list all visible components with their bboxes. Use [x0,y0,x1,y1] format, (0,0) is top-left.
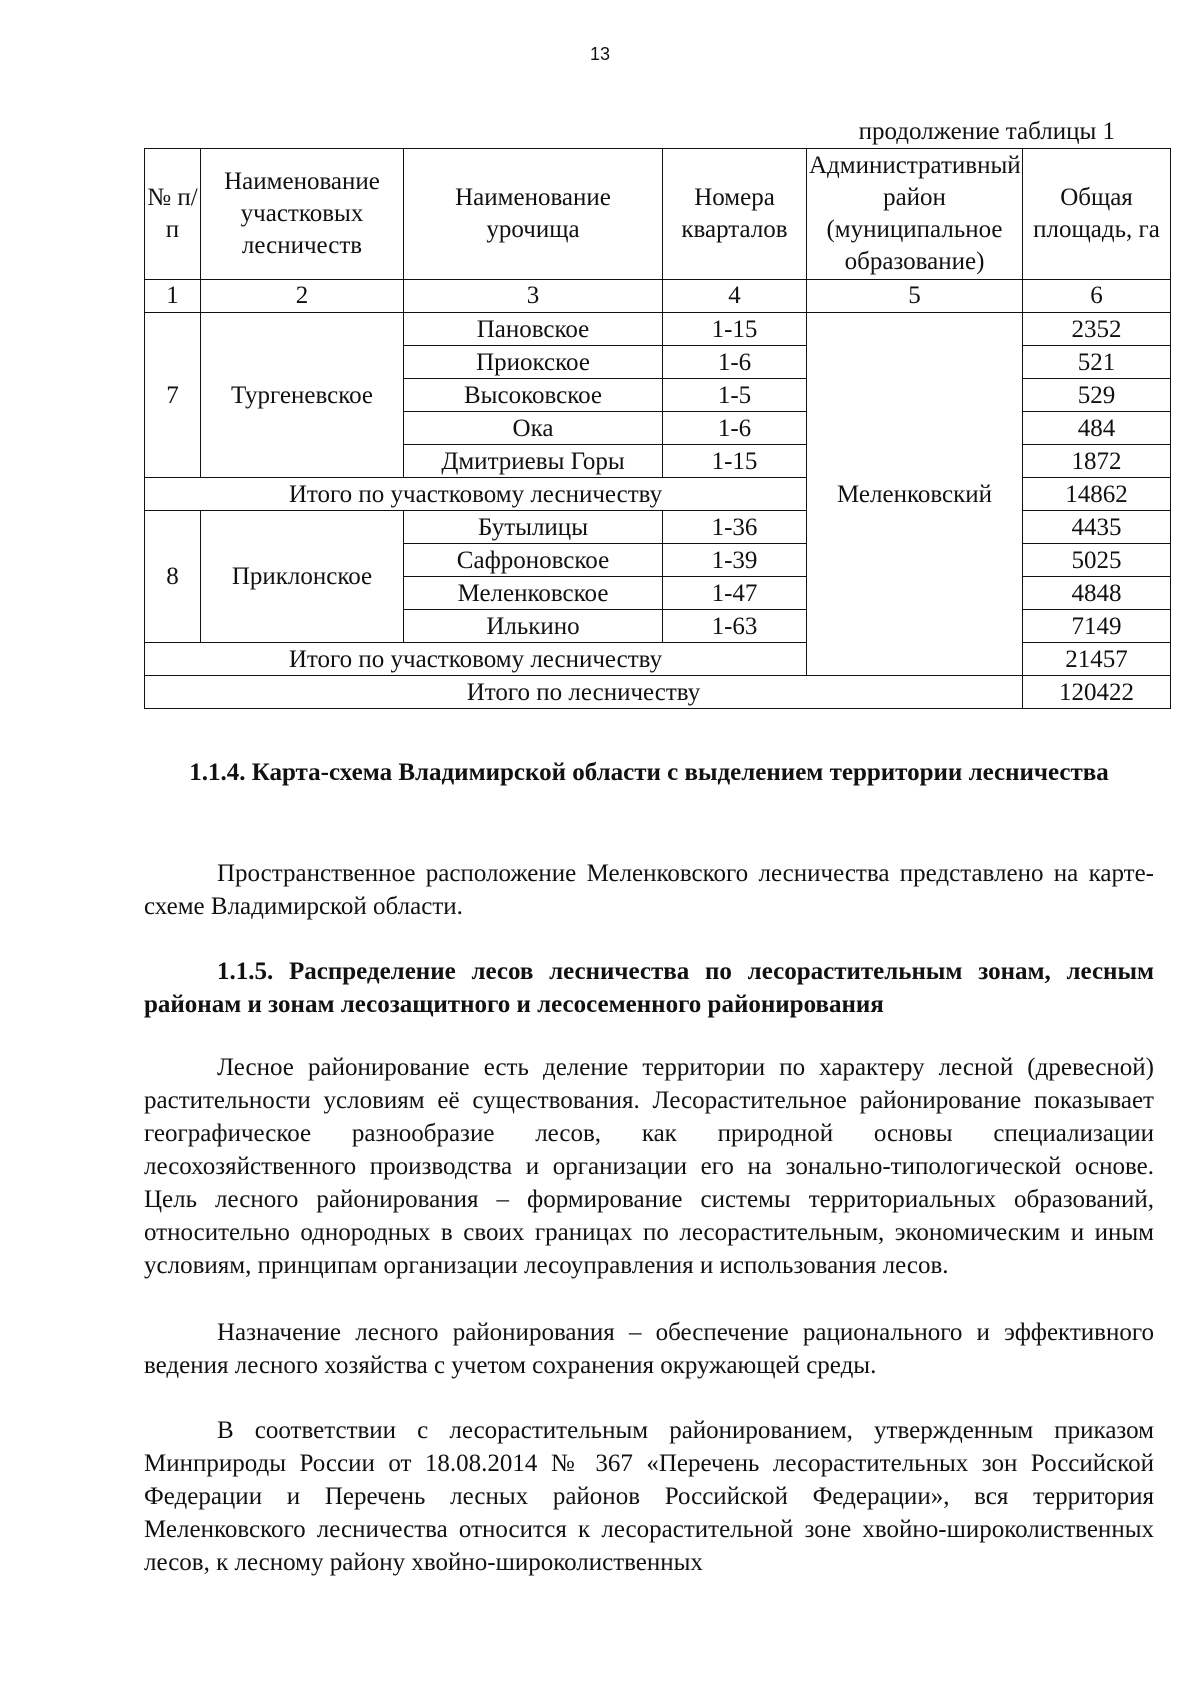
forest-table [144,148,1171,709]
total-area: 120422 [1023,676,1171,709]
urochishche-cell: Ока [404,412,663,445]
section-paragraph: Пространственное расположение Меленковского лесничества представлено на карте-схеме Владимирской области. [144,860,1154,920]
header-cell: № п/п [145,149,201,280]
subtotal-area: 21457 [1023,643,1171,676]
area-cell: 7149 [1023,610,1171,643]
kvartaly-cell: 1-6 [663,412,807,445]
urochishche-cell: Меленковское [404,577,663,610]
section-heading-1-1-4: 1.1.4. Карта-схема Владимирской области с выделением территории лесничества [189,759,1109,786]
table-row [145,313,1171,346]
urochishche-cell: Дмитриевы Горы [404,445,663,478]
total-label: Итого по лесничеству [145,676,1023,709]
column-number-row [145,280,1171,313]
kvartaly-cell: 1-36 [663,511,807,544]
area-cell: 1872 [1023,445,1171,478]
kvartaly-cell: 1-63 [663,610,807,643]
column-number: 4 [663,280,807,313]
group-name: Тургеневское [201,313,404,478]
total-row [145,676,1171,709]
group-name: Приклонское [201,511,404,643]
urochishche-cell: Сафроновское [404,544,663,577]
column-number: 6 [1023,280,1171,313]
column-number: 1 [145,280,201,313]
area-cell: 4848 [1023,577,1171,610]
subtotal-label: Итого по участковому лесничеству [145,643,807,676]
section-paragraph: Назначение лесного районирования – обеспечение рационального и эффективного ведения лесного хозяйства с учетом сохранения окружающей среды. [144,1319,1154,1379]
section-heading-1-1-5: 1.1.5. Распределение лесов лесничества по лесорастительным зонам, лесным районам и зонам лесозащитного и лесосеменного районирования [144,958,1154,1018]
group-number: 8 [145,511,201,643]
urochishche-cell: Высоковское [404,379,663,412]
kvartaly-cell: 1-6 [663,346,807,379]
subtotal-label: Итого по участковому лесничеству [145,478,807,511]
area-cell: 529 [1023,379,1171,412]
kvartaly-cell: 1-47 [663,577,807,610]
kvartaly-cell: 1-15 [663,313,807,346]
header-cell: Общая площадь, га [1023,149,1171,280]
urochishche-cell: Пановское [404,313,663,346]
district-cell: Меленковский [807,313,1023,676]
table-header-row [145,149,1171,280]
area-cell: 2352 [1023,313,1171,346]
area-cell: 484 [1023,412,1171,445]
header-cell: Номера кварталов [663,149,807,280]
section-paragraph: В соответствии с лесорастительным районированием, утвержденным приказом Минприроды России от 18.08.2014 № 367 «Перечень лесорастительных зон Российской Федерации и Перечень лесных районов Российской Федерации», вся территория Меленковского лесничества относится к лесорастительной зоне хвойно-широколиственных лесов, к лесному району хвойно-широколиственных [144,1417,1154,1576]
group-number: 7 [145,313,201,478]
header-cell: Административный район (муниципальное образование) [807,149,1023,280]
area-cell: 4435 [1023,511,1171,544]
header-cell: Наименование урочища [404,149,663,280]
table-caption: продолжение таблицы 1 [858,118,1115,145]
column-number: 3 [404,280,663,313]
urochishche-cell: Бутылицы [404,511,663,544]
area-cell: 521 [1023,346,1171,379]
urochishche-cell: Илькино [404,610,663,643]
header-cell: Наименование участковых лесничеств [201,149,404,280]
area-cell: 5025 [1023,544,1171,577]
section-paragraph: Лесное районирование есть деление территории по характеру лесной (древесной) растительности условиям её существования. Лесорастительное районирование показывает географическое разнообразие лесов, как природной основы специализации лесохозяйственного производства и организации его на зонально-типологической основе. Цель лесного районирования – формирование системы территориальных образований, относительно однородных в своих границах по лесорастительным, экономическим и иным условиям, принципам организации лесоуправления и использования лесов. [144,1054,1154,1279]
column-number: 5 [807,280,1023,313]
kvartaly-cell: 1-39 [663,544,807,577]
kvartaly-cell: 1-5 [663,379,807,412]
urochishche-cell: Приокское [404,346,663,379]
page-number: 13 [589,44,611,64]
subtotal-area: 14862 [1023,478,1171,511]
column-number: 2 [201,280,404,313]
kvartaly-cell: 1-15 [663,445,807,478]
